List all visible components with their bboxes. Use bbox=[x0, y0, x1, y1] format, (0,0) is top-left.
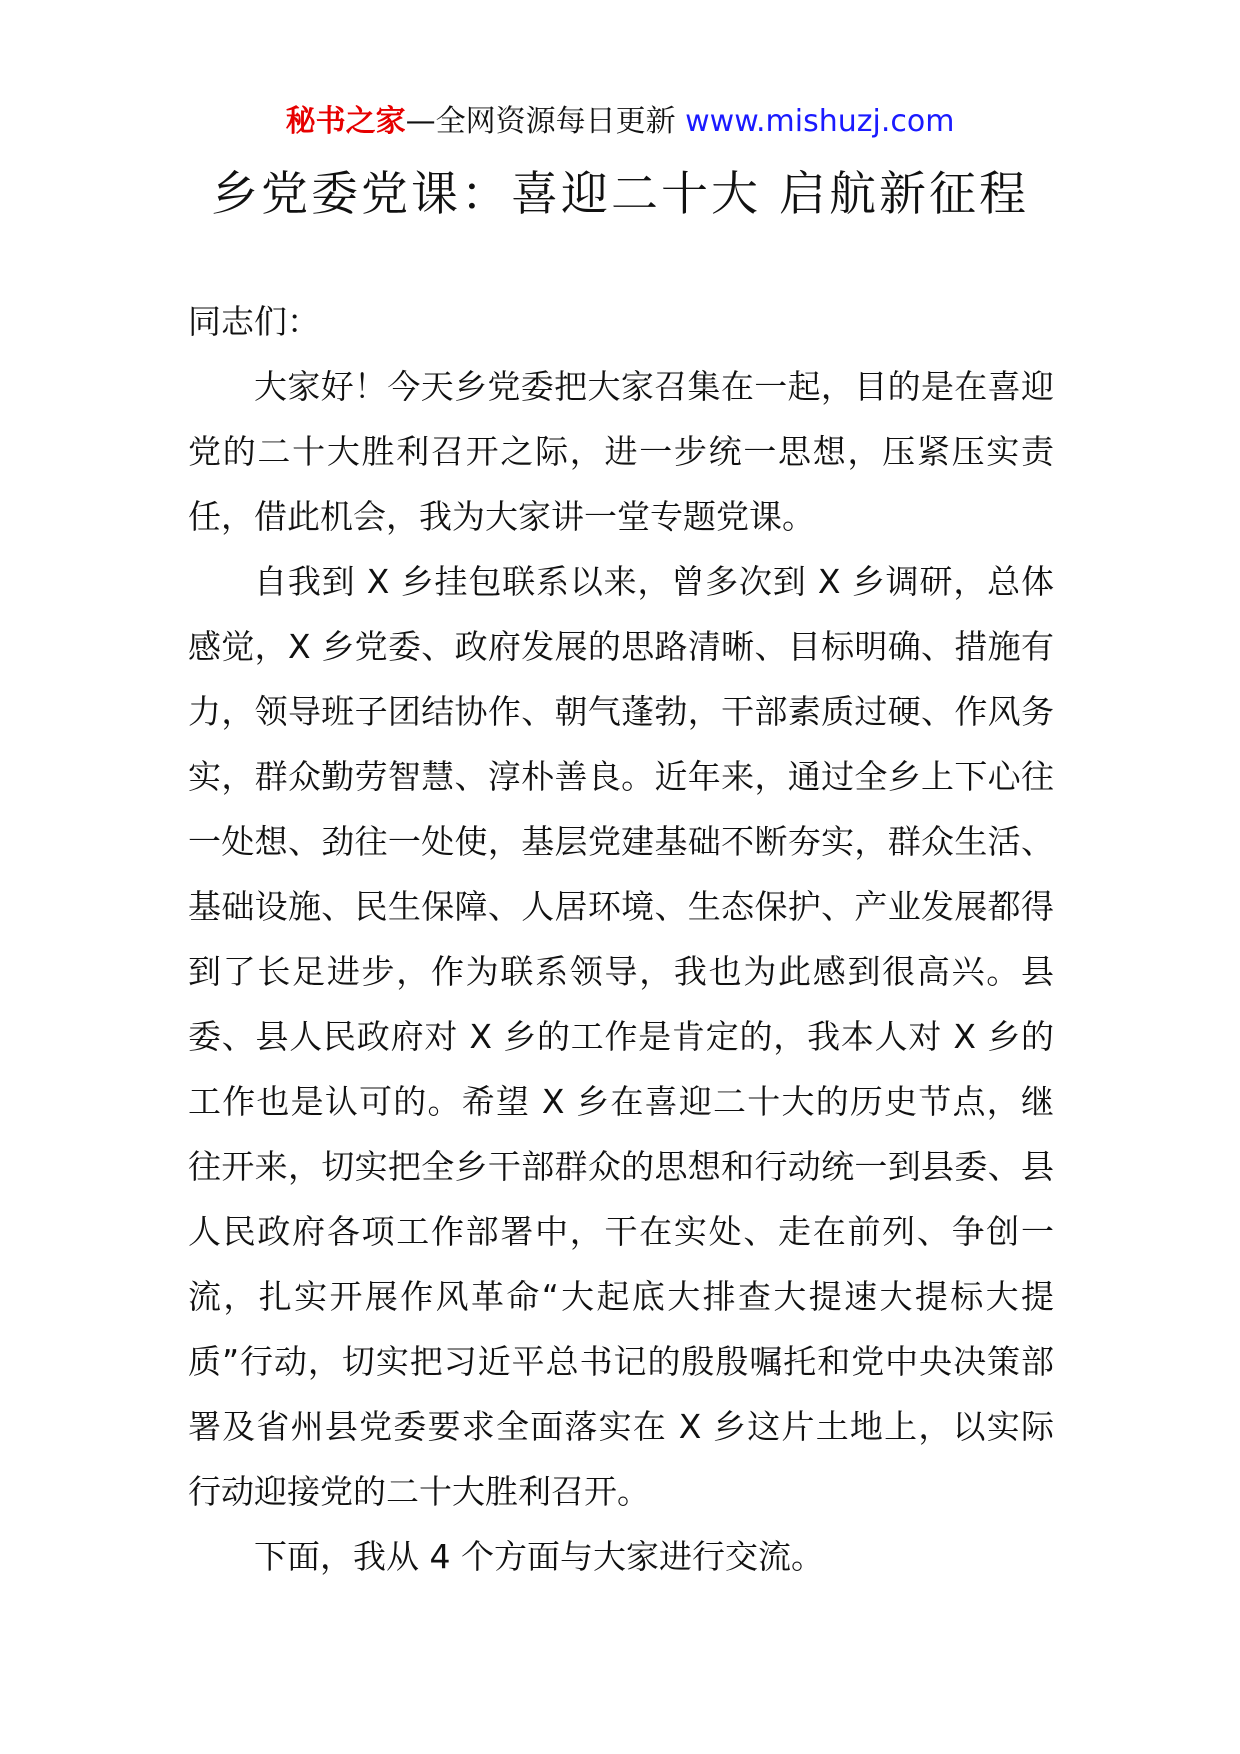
site-header bbox=[0, 100, 1240, 144]
site-tagline: —全网资源每日更新 bbox=[405, 104, 686, 139]
paragraph-1: 大家好！今天乡党委把大家召集在一起，目的是在喜迎党的二十大胜利召开之际，进一步统一思想，压紧压实责任，借此机会，我为大家讲一堂专题党课。 bbox=[188, 367, 1054, 536]
site-url-link[interactable]: www.mishuzj.com bbox=[685, 104, 955, 139]
document-title: 乡党委党课：喜迎二十大 启航新征程 bbox=[211, 167, 1029, 222]
site-brand: 秘书之家 bbox=[285, 104, 406, 139]
salutation: 同志们： bbox=[188, 302, 320, 341]
paragraph-2: 自我到 X 乡挂包联系以来，曾多次到 X 乡调研，总体感觉，X 乡党委、政府发展的思路清晰、目标明确、措施有力，领导班子团结协作、朝气蓬勃，干部素质过硬、作风务实，群众勤劳智慧、淳朴善良。近年来，通过全乡上下心往一处想、劲往一处使，基层党建基础不断夯实，群众生活、基础设施、民生保障、人居环境、生态保护、产业发展都得到了长足进步，作为联系领导，我也为此感到很高兴。县委、县人民政府对 X 乡的工作是肯定的，我本人对 X 乡的工作也是认可的。希望 X 乡在喜迎二十大的历史节点，继往开来，切实把全乡干部群众的思想和行动统一到县委、县人民政府各项工作部署中，干在实处、走在前列、争创一流，扎实开展作风革命“大起底大排查大提速大提标大提质”行动，切实把习近平总书记的殷殷嘱托和党中央决策部署及省州县党委要求全面落实在 X 乡这片土地上，以实际行动迎接党的二十大胜利召开。 bbox=[188, 562, 1054, 1511]
paragraph-3: 下面，我从 4 个方面与大家进行交流。 bbox=[254, 1537, 824, 1576]
document-body bbox=[188, 289, 1054, 1589]
